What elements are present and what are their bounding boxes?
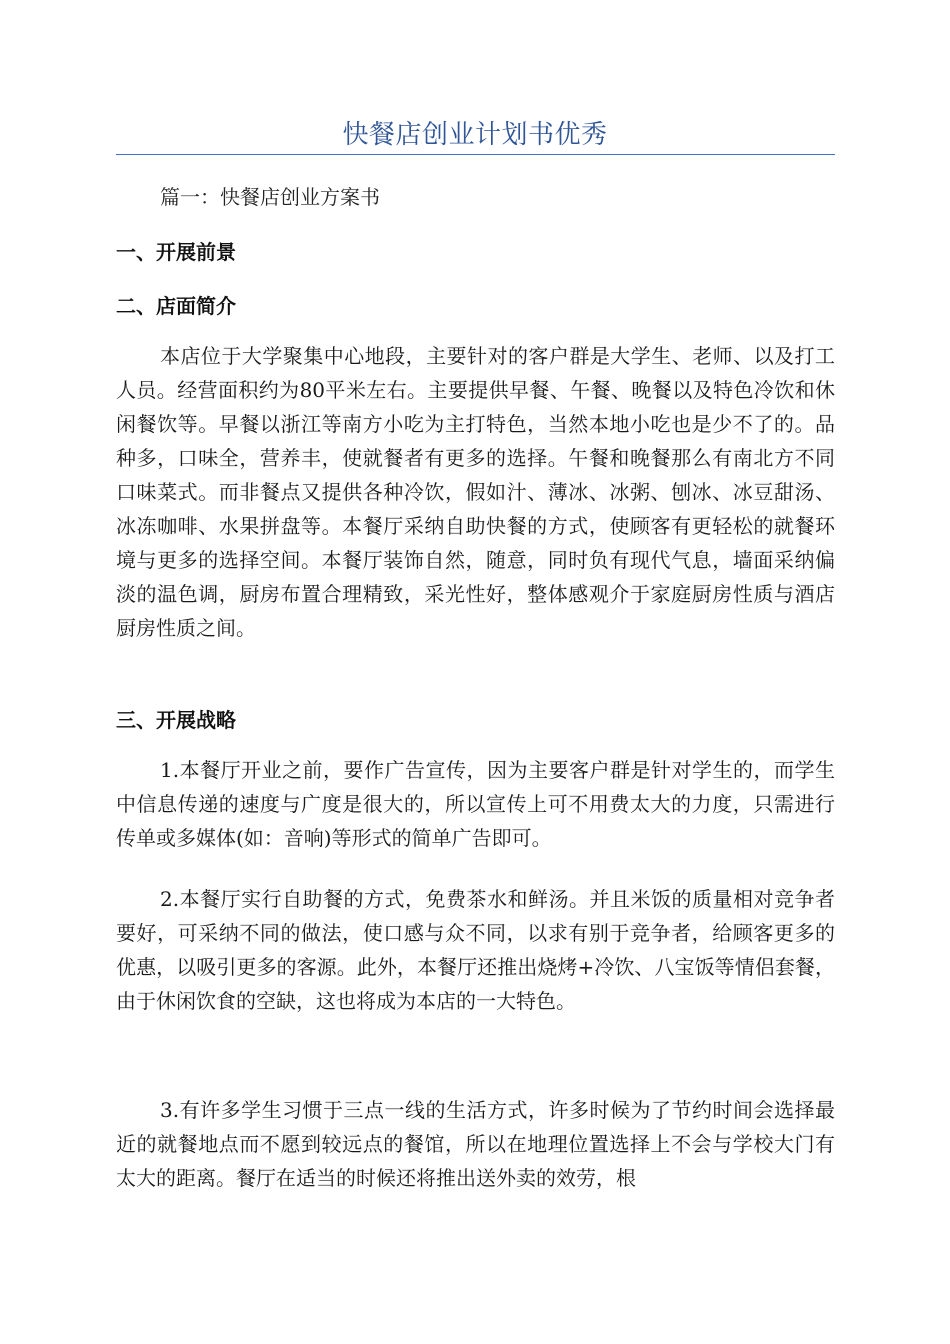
paragraph-strategy-3: 3.有许多学生习惯于三点一线的生活方式，许多时候为了节约时间会选择最近的就餐地点而不愿到较远点的餐馆，所以在地理位置选择上不会与学校大门有太大的距离。餐厅在适当的时候还将推出送外卖的效劳，根	[116, 1098, 835, 1190]
document-subtitle: 篇一：快餐店创业方案书	[160, 185, 380, 209]
section-heading-2: 二、店面简介	[116, 294, 236, 318]
title-underline	[116, 154, 835, 155]
paragraph-store-intro: 本店位于大学聚集中心地段，主要针对的客户群是大学生、老师、以及打工人员。经营面积约为80平米左右。主要提供早餐、午餐、晚餐以及特色冷饮和休闲餐饮等。早餐以浙江等南方小吃为主打特色，当然本地小吃也是少不了的。品种多，口味全，营养丰，使就餐者有更多的选择。午餐和晚餐那么有南北方不同口味菜式。而非餐点又提供各种冷饮，假如汁、薄冰、冰粥、刨冰、冰豆甜汤、冰冻咖啡、水果拼盘等。本餐厅采纳自助快餐的方式，使顾客有更轻松的就餐环境与更多的选择空间。本餐厅装饰自然，随意，同时负有现代气息，墙面采纳偏淡的温色调，厨房布置合理精致，采光性好，整体感观介于家庭厨房性质与酒店厨房性质之间。	[116, 344, 835, 640]
paragraph-strategy-1: 1.本餐厅开业之前，要作广告宣传，因为主要客户群是针对学生的，而学生中信息传递的速度与广度是很大的，所以宣传上可不用费太大的力度，只需进行传单或多媒体(如：音响)等形式的简单广告即可。	[116, 758, 835, 850]
section-heading-3: 三、开展战略	[116, 708, 236, 732]
document-title: 快餐店创业计划书优秀	[342, 120, 608, 150]
paragraph-strategy-2: 2.本餐厅实行自助餐的方式，免费茶水和鲜汤。并且米饭的质量相对竞争者要好，可采纳不同的做法，使口感与众不同，以求有别于竞争者，给顾客更多的优惠，以吸引更多的客源。此外，本餐厅还推出烧烤+冷饮、八宝饭等情侣套餐，由于休闲饮食的空缺，这也将成为本店的一大特色。	[116, 887, 835, 1013]
section-heading-1: 一、开展前景	[116, 240, 236, 264]
